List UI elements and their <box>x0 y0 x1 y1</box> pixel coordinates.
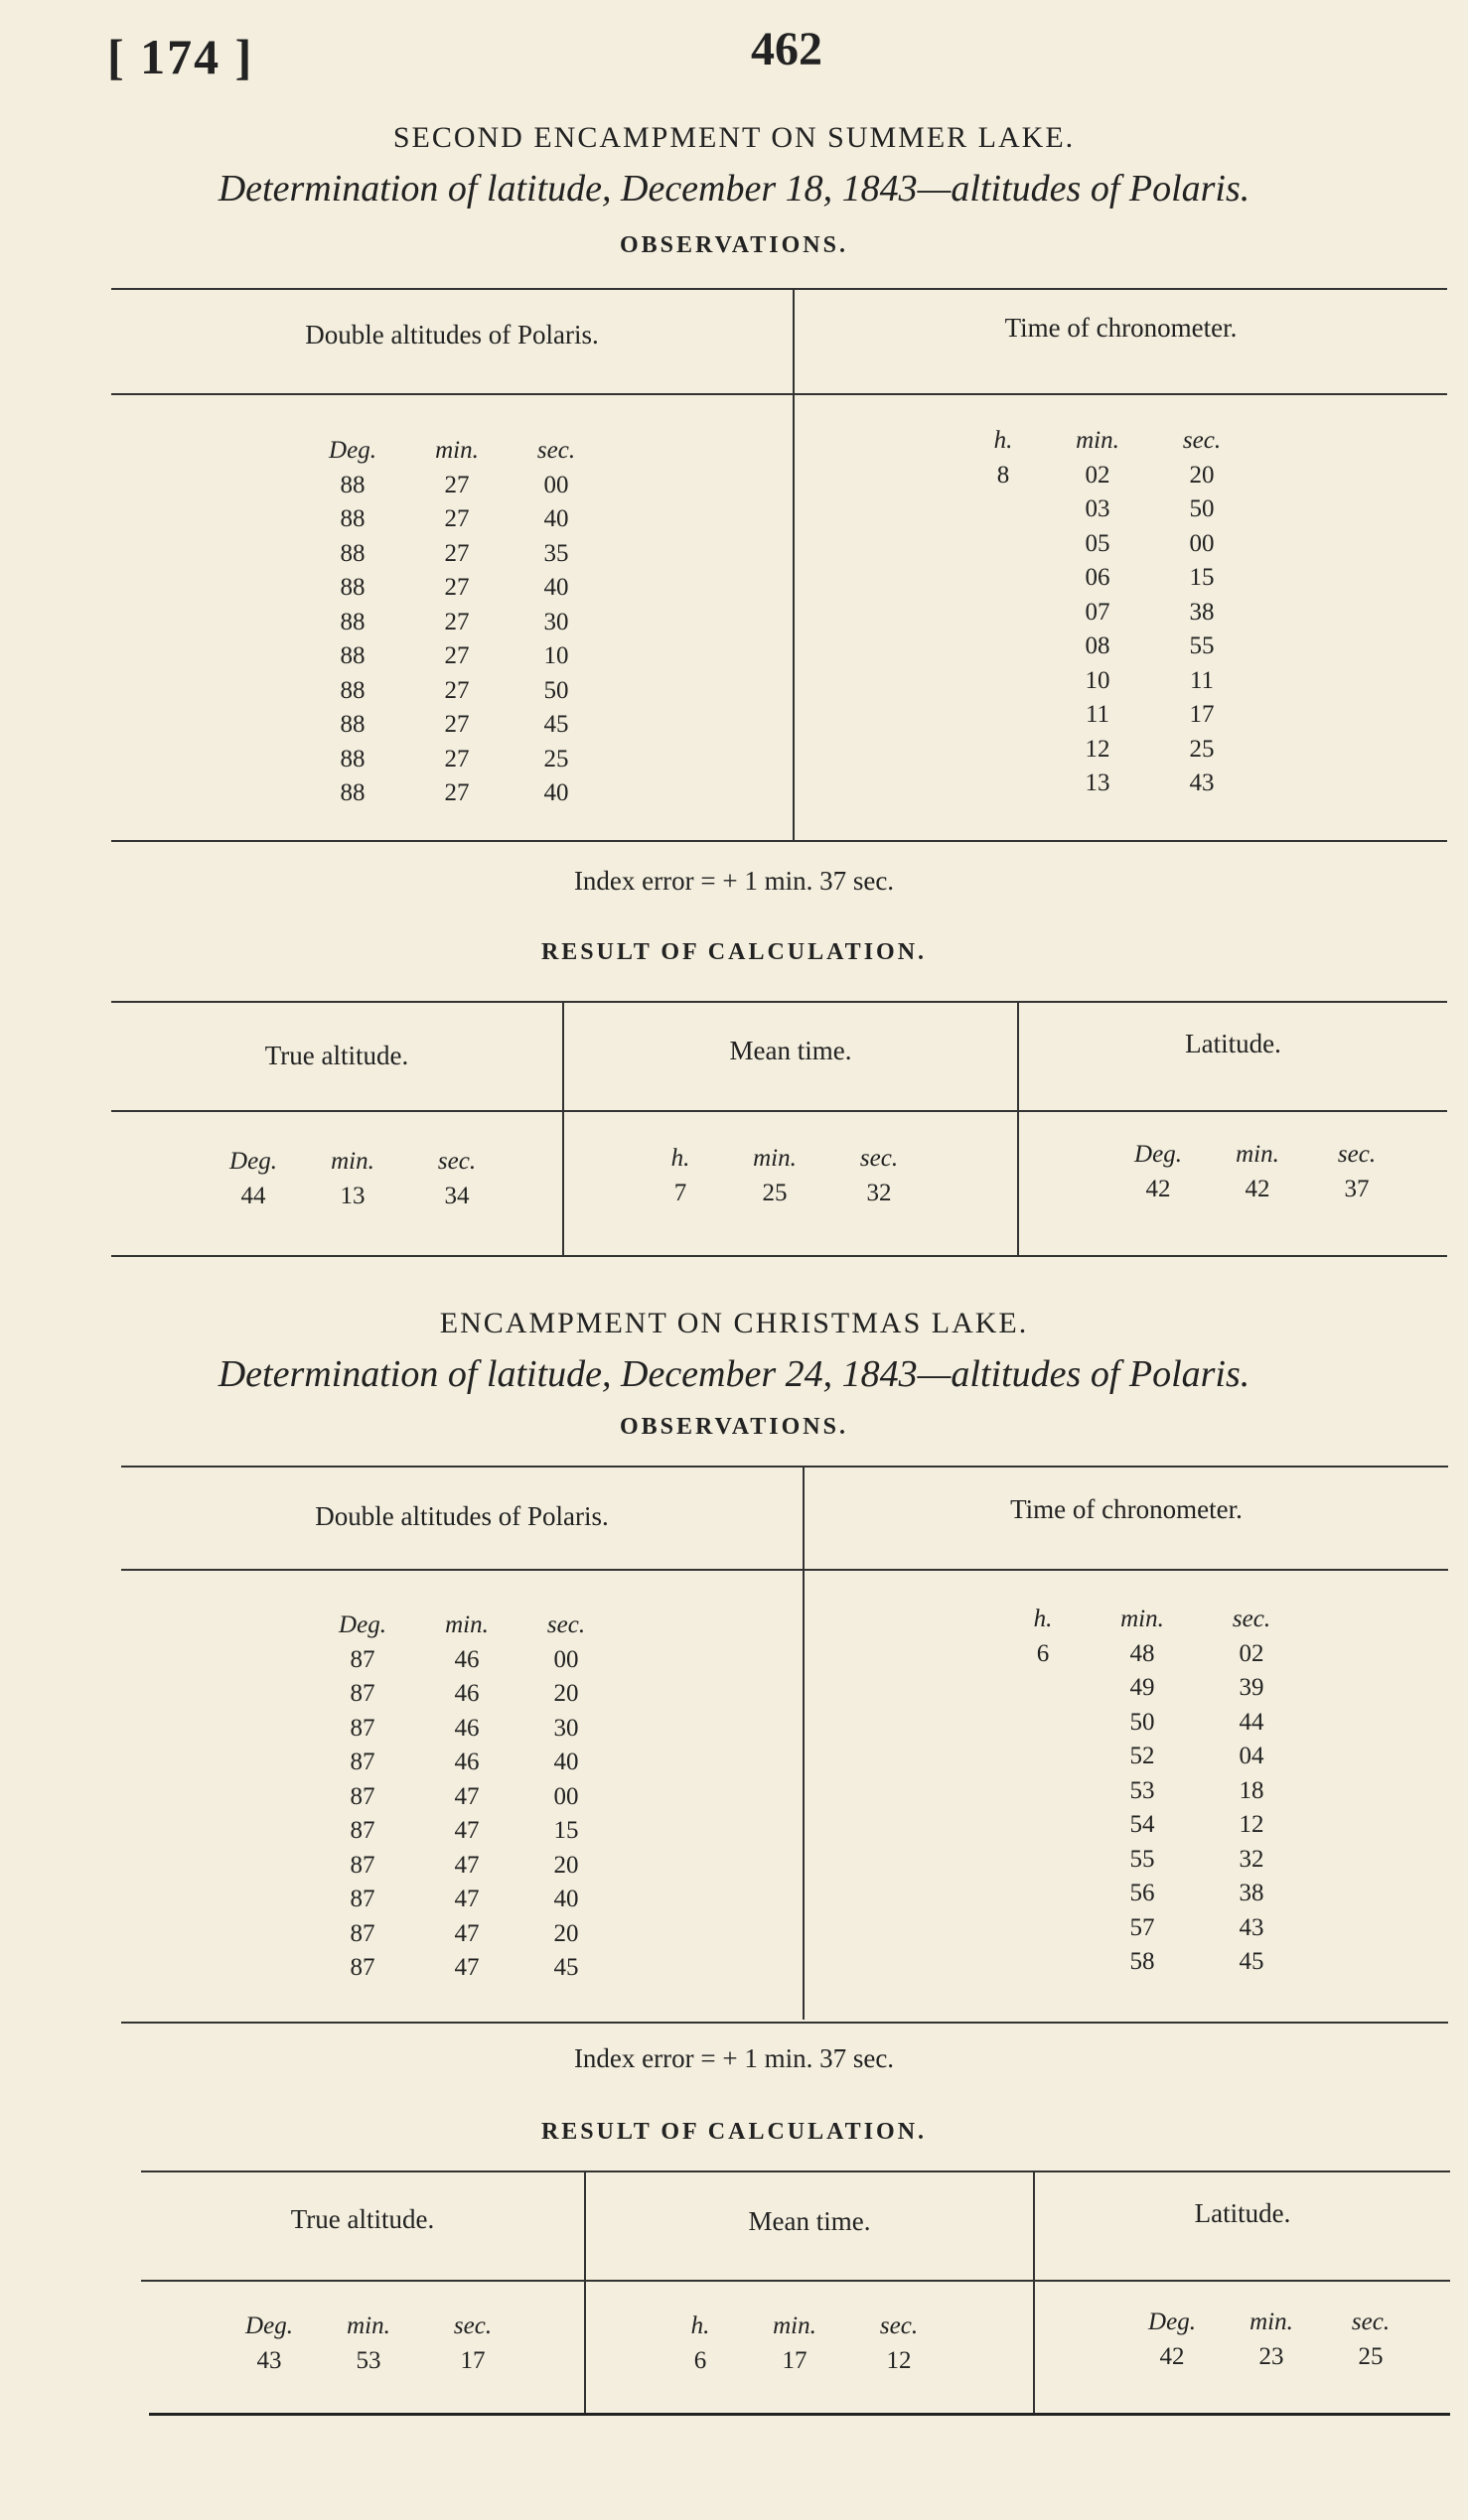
cell: 05 <box>1085 529 1110 557</box>
unit-min: min. <box>773 2312 816 2339</box>
cell: 50 <box>1129 1708 1155 1736</box>
cell: 30 <box>553 1714 579 1742</box>
table-row <box>1003 1945 1301 1980</box>
cell: 38 <box>1239 1880 1264 1906</box>
table-row <box>308 1849 616 1884</box>
page-number: 462 <box>751 23 822 75</box>
unit-sec: sec. <box>1337 1141 1377 1168</box>
cell <box>1003 1843 1083 1878</box>
s1-result-header-latitude: Latitude. <box>1185 1029 1281 1058</box>
cell: 47 <box>454 1886 480 1912</box>
unit-sec: sec. <box>859 1145 899 1172</box>
cell: 37 <box>1344 1175 1370 1202</box>
cell: 12 <box>1239 1811 1264 1838</box>
cell: 00 <box>1189 529 1215 557</box>
cell: 47 <box>454 1954 480 1981</box>
unit-deg: Deg. <box>339 1611 386 1638</box>
table-row <box>963 527 1251 562</box>
cell: 12 <box>1085 735 1110 763</box>
section-1-observations-label: OBSERVATIONS. <box>619 232 848 258</box>
s2-result-mean-time <box>656 2310 954 2378</box>
cell: 00 <box>553 1782 579 1810</box>
s1-time-header: Time of chronometer. <box>1004 313 1238 343</box>
cell: 32 <box>866 1179 892 1206</box>
table-row <box>298 708 606 743</box>
table-row <box>308 1677 616 1712</box>
unit-min: min. <box>1236 1141 1279 1168</box>
s2-times-table <box>1003 1603 1301 1980</box>
cell: 6 <box>693 2346 707 2374</box>
s2-altitudes-table <box>308 1609 616 1986</box>
table-row <box>298 606 606 640</box>
cell: 53 <box>1129 1776 1155 1804</box>
table-row <box>963 733 1251 768</box>
cell: 27 <box>444 779 470 806</box>
unit-sec: sec. <box>879 2312 919 2339</box>
table-row <box>963 561 1251 596</box>
cell: 38 <box>1189 598 1215 626</box>
cell: 35 <box>543 539 569 567</box>
cell: 12 <box>886 2346 912 2374</box>
cell <box>963 733 1043 768</box>
table-row <box>963 698 1251 733</box>
cell: 25 <box>1189 735 1215 763</box>
cell: 48 <box>1129 1639 1155 1667</box>
s2-result-true-altitude <box>224 2310 522 2378</box>
table-row <box>963 630 1251 664</box>
cell: 07 <box>1085 598 1110 626</box>
s1-result-true-altitude <box>209 1145 507 1213</box>
cell: 15 <box>1189 564 1215 591</box>
table-row <box>1003 1671 1301 1706</box>
table-row <box>963 664 1251 699</box>
table-row <box>308 1746 616 1780</box>
cell: 42 <box>1159 2342 1185 2370</box>
table-row <box>308 1917 616 1952</box>
s1-result-header-mean-time: Mean time. <box>729 1036 852 1065</box>
cell: 11 <box>1085 701 1110 728</box>
unit-min: min. <box>331 1148 374 1175</box>
cell: 44 <box>240 1182 266 1209</box>
cell <box>1003 1706 1083 1741</box>
cell <box>1003 1740 1083 1774</box>
cell: 46 <box>454 1749 480 1775</box>
table-row <box>1003 1706 1301 1741</box>
cell: 46 <box>454 1645 480 1673</box>
table-row <box>308 1643 616 1678</box>
cell: 02 <box>1085 461 1110 489</box>
cell: 44 <box>1239 1708 1264 1736</box>
cell: 87 <box>350 1645 375 1673</box>
cell: 88 <box>340 745 366 772</box>
cell: 25 <box>1358 2342 1384 2370</box>
cell: 40 <box>553 1749 579 1775</box>
unit-sec: sec. <box>1182 427 1222 454</box>
table-row <box>963 596 1251 630</box>
s2-result-bottom-rule <box>149 2413 1450 2416</box>
cell: 10 <box>1085 666 1110 694</box>
table-row <box>298 469 606 503</box>
table-row <box>308 1712 616 1747</box>
section-2-observations-label: OBSERVATIONS. <box>619 1414 848 1440</box>
unit-h: h. <box>690 2312 710 2339</box>
cell: 87 <box>350 1782 375 1810</box>
cell: 30 <box>543 608 569 635</box>
unit-h: h. <box>670 1145 690 1172</box>
s2-result-header-rule <box>141 2280 1450 2282</box>
cell: 50 <box>1189 495 1215 522</box>
cell: 40 <box>543 779 569 806</box>
cell: 53 <box>356 2346 381 2374</box>
unit-h: h. <box>1033 1606 1053 1632</box>
cell: 88 <box>340 779 366 806</box>
cell: 87 <box>350 1886 375 1912</box>
s2-result-header-latitude: Latitude. <box>1194 2198 1291 2228</box>
table-row <box>298 537 606 572</box>
cell: 45 <box>553 1954 579 1981</box>
cell: 25 <box>762 1179 788 1206</box>
s1-altitude-header: Double altitudes of Polaris. <box>305 320 599 350</box>
cell: 87 <box>350 1851 375 1879</box>
cell: 20 <box>553 1919 579 1947</box>
cell <box>963 492 1043 527</box>
s1-obs-top-rule <box>111 288 1447 290</box>
cell <box>1003 1671 1083 1706</box>
cell: 08 <box>1085 632 1110 659</box>
table-row <box>1003 1877 1301 1911</box>
cell: 32 <box>1239 1845 1264 1873</box>
table-row <box>1003 1637 1301 1672</box>
cell: 27 <box>444 471 470 498</box>
table-row <box>1003 1774 1301 1809</box>
cell <box>963 664 1043 699</box>
unit-h: h. <box>993 427 1013 454</box>
cell: 13 <box>340 1182 366 1209</box>
table-row <box>963 459 1251 493</box>
cell: 54 <box>1129 1811 1155 1838</box>
cell: 10 <box>543 642 569 669</box>
cell: 17 <box>460 2346 486 2374</box>
cell: 49 <box>1129 1674 1155 1701</box>
cell: 00 <box>553 1645 579 1673</box>
cell: 13 <box>1085 770 1110 796</box>
cell: 40 <box>543 505 569 532</box>
cell: 88 <box>340 642 366 669</box>
cell: 17 <box>1189 701 1215 728</box>
cell: 23 <box>1258 2342 1284 2370</box>
cell: 88 <box>340 676 366 704</box>
cell: 47 <box>454 1782 480 1810</box>
cell: 20 <box>1189 461 1215 489</box>
cell: 47 <box>454 1851 480 1879</box>
s2-index-error: Index error = + 1 min. 37 sec. <box>573 2043 895 2073</box>
unit-deg: Deg. <box>1148 2309 1196 2335</box>
s1-times-table <box>963 424 1251 801</box>
unit-min: min. <box>435 437 479 464</box>
cell: 87 <box>350 1680 375 1707</box>
s1-altitudes-table <box>298 434 606 811</box>
s2-time-units-row <box>1003 1603 1301 1637</box>
table-row <box>298 743 606 777</box>
s2-result-latitude <box>1122 2306 1420 2374</box>
unit-sec: sec. <box>546 1611 586 1638</box>
unit-sec: sec. <box>453 2312 493 2339</box>
cell: 06 <box>1085 564 1110 591</box>
cell: 42 <box>1145 1175 1171 1202</box>
cell: 87 <box>350 1817 375 1844</box>
s1-index-error: Index error = + 1 min. 37 sec. <box>573 866 895 896</box>
cell: 88 <box>340 471 366 498</box>
cell: 55 <box>1189 632 1215 659</box>
s2-result-top-rule <box>141 2170 1450 2172</box>
unit-min: min. <box>347 2312 390 2339</box>
cell: 87 <box>350 1954 375 1981</box>
cell: 27 <box>444 745 470 772</box>
s1-alt-units-row <box>298 434 606 469</box>
table-row <box>298 639 606 674</box>
cell: 03 <box>1085 495 1110 522</box>
cell <box>1003 1808 1083 1843</box>
cell: 46 <box>454 1680 480 1707</box>
s2-result-label: RESULT OF CALCULATION. <box>540 2119 928 2145</box>
table-row <box>308 1951 616 1986</box>
s2-obs-top-rule <box>121 1466 1448 1468</box>
cell: 88 <box>340 539 366 567</box>
table-row <box>1003 1808 1301 1843</box>
cell: 52 <box>1129 1743 1155 1769</box>
unit-sec: sec. <box>536 437 576 464</box>
s2-alt-units-row <box>308 1609 616 1643</box>
s2-time-header: Time of chronometer. <box>1010 1494 1243 1524</box>
cell <box>1003 1774 1083 1809</box>
table-row <box>1003 1911 1301 1946</box>
cell: 27 <box>444 574 470 601</box>
unit-min: min. <box>445 1611 489 1638</box>
cell: 27 <box>444 505 470 532</box>
cell: 87 <box>350 1714 375 1742</box>
s2-result-header-mean-time: Mean time. <box>748 2206 871 2236</box>
table-row <box>308 1780 616 1815</box>
cell: 02 <box>1239 1639 1264 1667</box>
s2-obs-bottom-rule <box>121 2022 1448 2024</box>
cell: 43 <box>1239 1913 1264 1941</box>
cell: 25 <box>543 745 569 772</box>
cell: 88 <box>340 505 366 532</box>
cell <box>1003 1945 1083 1980</box>
cell: 47 <box>454 1919 480 1947</box>
table-row <box>298 776 606 811</box>
cell <box>1003 1911 1083 1946</box>
cell: 40 <box>543 574 569 601</box>
s1-result-mean-time <box>636 1142 934 1210</box>
s2-obs-divider <box>803 1466 805 2020</box>
bracket-page-number: [ 174 ] <box>107 29 254 84</box>
cell: 7 <box>673 1179 687 1206</box>
unit-deg: Deg. <box>329 437 376 464</box>
s1-result-latitude <box>1108 1138 1406 1206</box>
cell: 42 <box>1245 1175 1270 1202</box>
unit-min: min. <box>1120 1606 1164 1632</box>
cell <box>963 630 1043 664</box>
cell: 20 <box>553 1851 579 1879</box>
cell: 11 <box>1189 666 1215 694</box>
cell: 57 <box>1129 1913 1155 1941</box>
cell: 56 <box>1129 1880 1155 1906</box>
cell: 88 <box>340 574 366 601</box>
s2-altitude-header: Double altitudes of Polaris. <box>315 1501 609 1531</box>
unit-sec: sec. <box>1232 1606 1271 1632</box>
cell <box>963 698 1043 733</box>
cell: 43 <box>256 2346 282 2374</box>
cell: 04 <box>1239 1743 1264 1769</box>
cell: 6 <box>1036 1639 1050 1667</box>
cell <box>963 561 1043 596</box>
unit-deg: Deg. <box>229 1148 277 1175</box>
table-row <box>963 767 1251 801</box>
section-1-title: SECOND ENCAMPMENT ON SUMMER LAKE. <box>392 121 1076 154</box>
unit-min: min. <box>1249 2309 1293 2335</box>
cell: 20 <box>553 1680 579 1707</box>
s1-obs-header-rule <box>111 393 1447 395</box>
cell: 39 <box>1239 1674 1264 1701</box>
table-row <box>1003 1740 1301 1774</box>
unit-min: min. <box>753 1145 797 1172</box>
cell <box>963 767 1043 801</box>
cell: 88 <box>340 711 366 738</box>
table-row <box>1003 1843 1301 1878</box>
cell: 47 <box>454 1817 480 1844</box>
unit-sec: sec. <box>1351 2309 1391 2335</box>
cell: 8 <box>996 461 1010 489</box>
cell: 17 <box>782 2346 807 2374</box>
s2-result-header-true-altitude: True altitude. <box>290 2204 435 2234</box>
cell: 27 <box>444 711 470 738</box>
cell: 40 <box>553 1886 579 1912</box>
cell: 45 <box>1239 1948 1264 1975</box>
unit-min: min. <box>1076 427 1119 454</box>
cell <box>963 596 1043 630</box>
cell: 27 <box>444 539 470 567</box>
s2-obs-header-rule <box>121 1569 1448 1571</box>
cell: 43 <box>1189 770 1215 796</box>
table-row <box>298 571 606 606</box>
cell: 15 <box>553 1817 579 1844</box>
s1-obs-bottom-rule <box>111 840 1447 842</box>
table-row <box>298 674 606 709</box>
section-1-subtitle: Determination of latitude, December 18, 1843—altitudes of Polaris. <box>218 168 1250 210</box>
s1-result-label: RESULT OF CALCULATION. <box>540 939 928 965</box>
table-row <box>308 1883 616 1917</box>
unit-deg: Deg. <box>1134 1141 1182 1168</box>
cell: 18 <box>1239 1776 1264 1804</box>
s1-result-top-rule <box>111 1001 1447 1003</box>
s1-result-header-true-altitude: True altitude. <box>264 1041 409 1070</box>
table-row <box>308 1814 616 1849</box>
unit-sec: sec. <box>437 1148 477 1175</box>
s1-result-bottom-rule <box>111 1255 1447 1257</box>
cell: 58 <box>1129 1948 1155 1975</box>
s1-time-units-row <box>963 424 1251 459</box>
table-row <box>298 502 606 537</box>
cell: 87 <box>350 1919 375 1947</box>
section-2-subtitle: Determination of latitude, December 24, 1843—altitudes of Polaris. <box>218 1353 1250 1395</box>
cell: 87 <box>350 1749 375 1775</box>
cell: 55 <box>1129 1845 1155 1873</box>
table-row <box>963 492 1251 527</box>
s1-obs-divider <box>793 288 795 840</box>
s1-result-header-rule <box>111 1110 1447 1112</box>
cell: 34 <box>444 1182 470 1209</box>
cell: 45 <box>543 711 569 738</box>
cell: 00 <box>543 471 569 498</box>
cell: 27 <box>444 676 470 704</box>
cell: 27 <box>444 608 470 635</box>
section-2-title: ENCAMPMENT ON CHRISTMAS LAKE. <box>439 1307 1029 1339</box>
unit-deg: Deg. <box>245 2312 293 2339</box>
cell: 46 <box>454 1714 480 1742</box>
cell: 88 <box>340 608 366 635</box>
cell: 50 <box>543 676 569 704</box>
cell <box>963 527 1043 562</box>
cell: 27 <box>444 642 470 669</box>
cell <box>1003 1877 1083 1911</box>
